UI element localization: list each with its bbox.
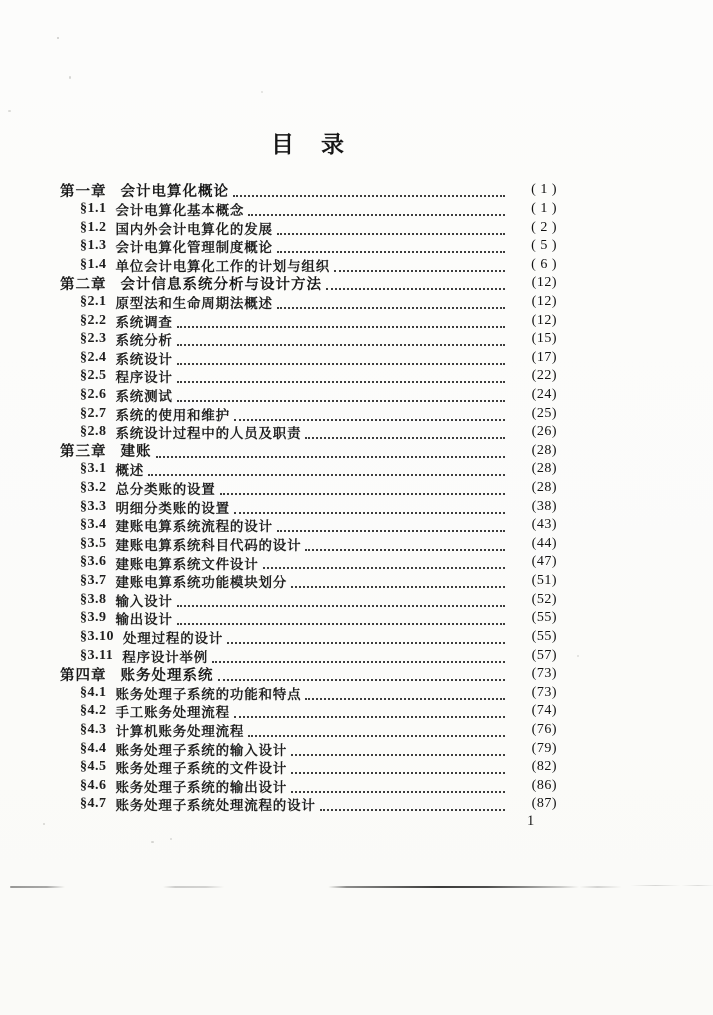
toc-section-row [60, 628, 557, 647]
dot-leader [248, 202, 505, 216]
dot-leader [234, 704, 505, 718]
chapter-title: 账务处理系统 [120, 667, 214, 684]
toc-chapter-row [60, 274, 557, 293]
scan-artifact-line [10, 886, 622, 888]
toc-section-row [60, 497, 557, 516]
toc-section-row [60, 702, 557, 721]
section-number: §3.5 [80, 535, 107, 551]
toc-section-row [60, 423, 557, 442]
dot-leader [305, 686, 505, 700]
toc-chapter-row [60, 442, 557, 461]
scan-speck [8, 110, 11, 112]
toc-chapter-row [60, 181, 557, 200]
dot-leader [234, 407, 505, 421]
dot-leader [291, 779, 505, 793]
toc-section-row [60, 553, 557, 572]
section-number: §3.4 [80, 517, 107, 533]
section-title: 会计电算化基本概念 [115, 202, 245, 218]
dot-leader [227, 630, 505, 644]
section-number: §2.1 [80, 293, 107, 309]
page-number: ( 1 ) [531, 200, 557, 216]
toc-section-row [60, 293, 557, 312]
page-number: (73) [531, 684, 557, 700]
section-title: 建账电算系统文件设计 [115, 556, 259, 572]
page-number: ( 6 ) [531, 256, 557, 272]
section-title: 系统的使用和维护 [115, 407, 230, 423]
page-number: (28) [531, 480, 557, 496]
chapter-title: 建账 [120, 444, 152, 461]
dot-leader [277, 239, 505, 253]
section-title: 处理过程的设计 [123, 630, 224, 646]
section-title: 原型法和生命周期法概述 [115, 295, 273, 311]
page-number: (82) [531, 759, 557, 775]
scan-speck [69, 76, 71, 79]
page-number: (38) [531, 498, 557, 514]
chapter-label: 第三章 [60, 444, 107, 461]
dot-leader [305, 425, 505, 439]
page-number: (73) [531, 666, 557, 682]
toc-section-row [60, 683, 557, 702]
page-number: (87) [531, 796, 557, 812]
section-title: 概述 [115, 463, 145, 479]
page-number: (55) [531, 628, 557, 644]
scan-speck [43, 823, 45, 825]
page-number: (76) [531, 721, 557, 737]
section-number: §1.1 [80, 200, 107, 216]
section-title: 程序设计举例 [122, 649, 209, 665]
section-title: 建账电算系统功能模块划分 [115, 575, 288, 591]
dot-leader [233, 183, 505, 197]
toc-chapter-row [60, 665, 557, 684]
page-number: (12) [531, 312, 557, 328]
section-number: §2.6 [80, 387, 107, 402]
section-number: §3.6 [80, 554, 107, 570]
page-number: (47) [531, 554, 557, 570]
section-title: 手工账务处理流程 [115, 705, 230, 721]
toc-section-row [60, 758, 557, 777]
dot-leader [291, 574, 505, 588]
dot-leader [277, 295, 505, 309]
page-number: (43) [531, 517, 557, 533]
page-number: (12) [531, 275, 557, 291]
dot-leader [305, 537, 505, 551]
dot-leader [263, 555, 506, 569]
page-number: (52) [531, 591, 557, 607]
page-number: ( 1 ) [531, 182, 557, 198]
section-number: §3.11 [80, 647, 114, 663]
toc-section-row [60, 255, 557, 274]
section-title: 账务处理子系统的输入设计 [115, 742, 288, 758]
section-number: §1.4 [80, 256, 107, 272]
scan-speck [261, 91, 263, 93]
dot-leader [326, 276, 505, 290]
page-number: (28) [531, 442, 557, 458]
dot-leader [248, 723, 505, 737]
toc-section-row [60, 237, 557, 256]
toc-section-row [60, 777, 557, 796]
section-title: 总分类账的设置 [115, 482, 216, 498]
page-title: 目 录 [271, 131, 346, 157]
toc-section-row [60, 535, 557, 554]
page-number: ( 2 ) [531, 219, 557, 235]
section-number: §2.2 [80, 312, 107, 328]
section-number: §4.3 [80, 721, 107, 737]
section-title: 建账电算系统流程的设计 [115, 519, 273, 535]
section-number: §3.10 [80, 628, 114, 644]
toc-section-row [60, 572, 557, 591]
dot-leader [277, 221, 505, 235]
section-number: §4.4 [80, 740, 107, 756]
section-number: §1.3 [80, 238, 107, 254]
toc-section-row [60, 348, 557, 367]
toc-section-row [60, 479, 557, 498]
toc-section-row [60, 311, 557, 330]
page-number: (55) [531, 610, 557, 626]
section-number: §1.2 [80, 219, 107, 235]
section-title: 输入设计 [115, 593, 173, 609]
page-number: (15) [531, 331, 557, 347]
section-title: 明细分类账的设置 [115, 500, 230, 516]
toc-section-row [60, 404, 557, 423]
dot-leader [177, 369, 505, 383]
chapter-label: 第二章 [60, 276, 107, 293]
page-number: (79) [531, 740, 557, 756]
section-number: §3.1 [80, 461, 107, 477]
dot-leader [177, 332, 505, 346]
section-number: §3.2 [80, 480, 107, 496]
dot-leader [277, 518, 505, 532]
section-number: §2.8 [80, 424, 107, 440]
section-number: §4.2 [80, 703, 107, 719]
section-title: 账务处理子系统处理流程的设计 [115, 798, 316, 814]
dot-leader [177, 611, 505, 625]
section-title: 账务处理子系统的文件设计 [115, 761, 288, 777]
section-number: §4.6 [80, 777, 107, 793]
section-number: §3.7 [80, 573, 107, 589]
scan-speck [151, 841, 154, 843]
section-title: 单位会计电算化工作的计划与组织 [115, 258, 330, 274]
page-number: ( 5 ) [531, 238, 557, 254]
section-title: 账务处理子系统的功能和特点 [115, 686, 302, 702]
dot-leader [320, 797, 505, 811]
toc-section-row [60, 609, 557, 628]
section-title: 系统设计 [115, 351, 173, 367]
toc-section-row [60, 330, 557, 349]
section-number: §3.3 [80, 498, 107, 514]
chapter-label: 第一章 [60, 183, 107, 200]
section-number: §4.7 [80, 796, 107, 812]
page-number: (17) [531, 349, 557, 365]
dot-leader [177, 351, 505, 365]
page-number: (86) [531, 777, 557, 793]
section-number: §4.5 [80, 759, 107, 775]
page-number: (25) [531, 405, 557, 421]
dot-leader [218, 667, 506, 681]
section-title: 建账电算系统科目代码的设计 [115, 537, 302, 553]
dot-leader [234, 500, 505, 514]
scan-speck [170, 838, 172, 840]
section-number: §2.4 [80, 349, 107, 365]
scan-speck [57, 37, 59, 39]
page-number: (24) [531, 387, 557, 402]
toc-section-row [60, 646, 557, 665]
dot-leader [212, 649, 505, 663]
chapter-title: 会计电算化概论 [120, 183, 229, 200]
section-title: 程序设计 [115, 370, 173, 386]
section-title: 计算机账务处理流程 [115, 723, 245, 739]
toc-section-row [60, 386, 557, 405]
section-number: §2.5 [80, 368, 107, 384]
toc-section-row [60, 367, 557, 386]
dot-leader [291, 742, 505, 756]
dot-leader [220, 481, 505, 495]
toc-section-row [60, 516, 557, 535]
page-number: (28) [531, 461, 557, 477]
section-number: §4.1 [80, 684, 107, 700]
page-number: (57) [531, 647, 557, 663]
section-title: 账务处理子系统的输出设计 [115, 779, 288, 795]
page-number: (51) [531, 573, 557, 589]
toc-section-row [60, 795, 557, 814]
dot-leader [334, 258, 505, 272]
toc-section-row [60, 200, 557, 219]
section-title: 会计电算化管理制度概论 [115, 240, 273, 256]
dot-leader [177, 388, 505, 402]
section-title: 系统调查 [115, 314, 173, 330]
section-title: 系统设计过程中的人员及职责 [115, 426, 302, 442]
dot-leader [177, 593, 505, 607]
toc-section-row [60, 460, 557, 479]
scan-artifact-line-faint [630, 885, 713, 886]
chapter-title: 会计信息系统分析与设计方法 [120, 276, 322, 293]
dot-leader [148, 462, 505, 476]
toc-section-row [60, 739, 557, 758]
page-number: (26) [531, 424, 557, 440]
toc-section-row [60, 721, 557, 740]
toc-section-row [60, 590, 557, 609]
section-title: 系统测试 [115, 389, 173, 405]
page-number: (12) [531, 293, 557, 309]
scan-speck [577, 655, 579, 657]
toc-list [60, 181, 557, 814]
dot-leader [156, 444, 506, 458]
page-number: (44) [531, 535, 557, 551]
footer-page-number: 1 [527, 813, 535, 829]
section-number: §3.8 [80, 591, 107, 607]
chapter-label: 第四章 [60, 667, 107, 684]
section-number: §2.7 [80, 405, 107, 421]
section-number: §3.9 [80, 610, 107, 626]
section-title: 系统分析 [115, 333, 173, 349]
page-number: (22) [531, 368, 557, 384]
section-number: §2.3 [80, 331, 107, 347]
dot-leader [177, 314, 505, 328]
section-title: 国内外会计电算化的发展 [115, 221, 273, 237]
toc-section-row [60, 218, 557, 237]
dot-leader [291, 760, 505, 774]
page-number: (74) [531, 703, 557, 719]
section-title: 输出设计 [115, 612, 173, 628]
